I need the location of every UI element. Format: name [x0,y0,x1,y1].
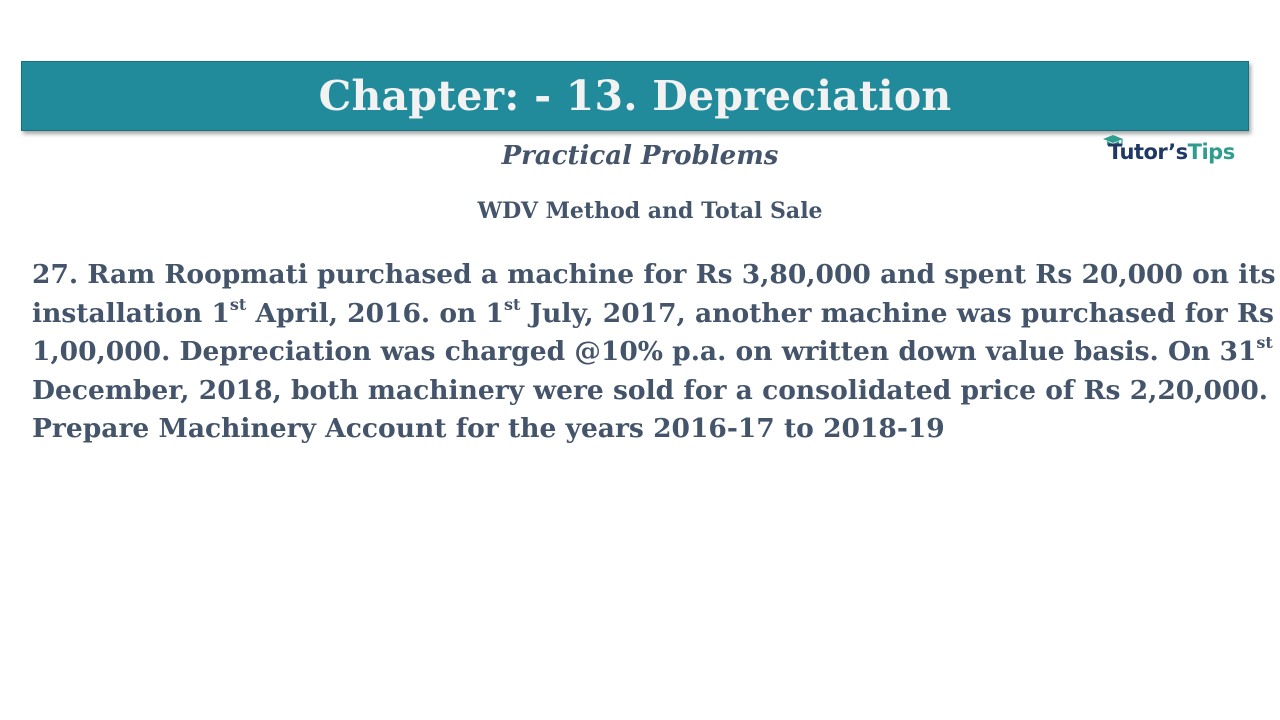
question-text-segment: April, 2016. on 1 [246,297,504,329]
question-text [32,256,1276,449]
method-heading: WDV Method and Total Sale [477,198,823,224]
ordinal-suffix: st [229,294,247,314]
chapter-title: Chapter: - 13. Depreciation [318,72,952,120]
question-line: 27. Ram Roopmati purchased a machine for Rs 3,80,000 and spent Rs 20,000 on its [32,259,1276,290]
practical-problems-subtitle: Practical Problems [501,141,779,171]
question-text-segment: July, 2017, another machine was purchased for Rs [520,297,1274,329]
question-line: December, 2018, both machinery were sold for a consolidated price of Rs 2,20,000. [32,374,1269,406]
logo-text [1108,140,1235,164]
question-line: Prepare Machinery Account for the years 2016-17 to 2018-19 [32,413,945,444]
ordinal-suffix: st [1256,333,1273,353]
logo-tips-text: Tips [1187,140,1235,164]
logo-tutor-text: Tutor’s [1108,140,1188,164]
chapter-banner [21,61,1249,131]
question-text-segment: installation 1 [32,297,230,329]
question-text-segment: 1,00,000. Depreciation was charged @10% p.a. on written down value basis. On 31 [32,336,1257,367]
question-line [32,294,1274,334]
tutors-tips-logo [1102,134,1252,174]
ordinal-suffix: st [503,294,521,314]
question-line [32,333,1273,372]
